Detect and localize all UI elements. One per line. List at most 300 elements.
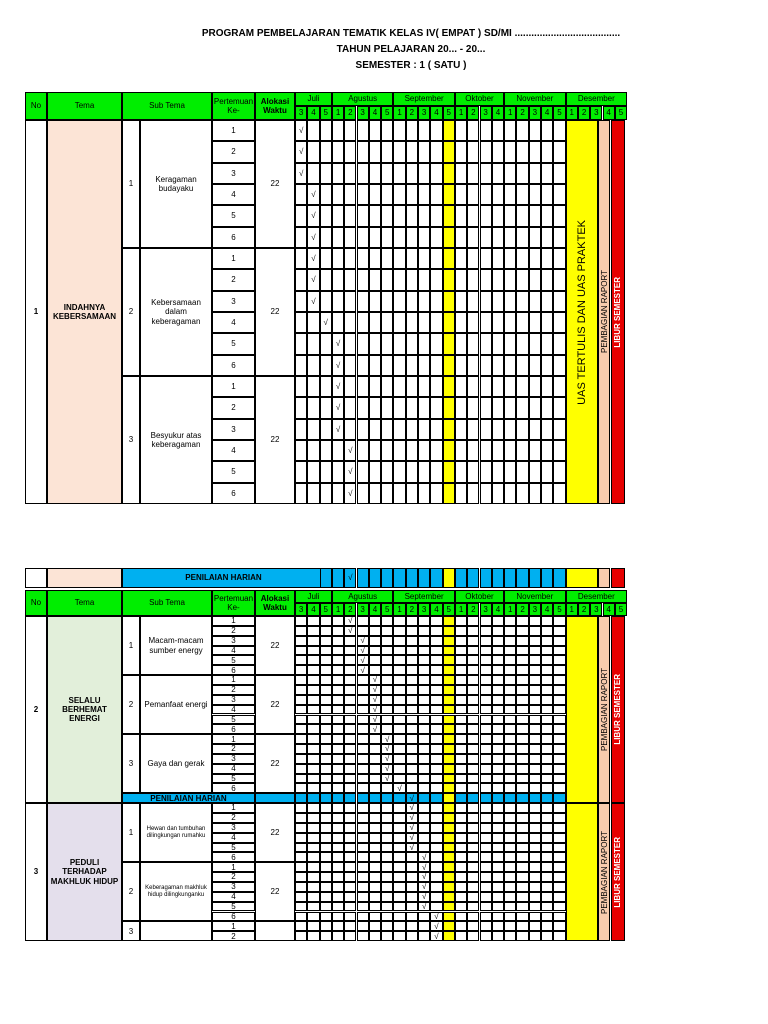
meeting-number: 2 — [212, 931, 255, 941]
week-cell — [320, 141, 332, 162]
week-cell — [381, 931, 393, 941]
week-cell — [406, 665, 418, 675]
week-cell — [344, 655, 356, 665]
week-cell — [529, 120, 541, 141]
subtheme-name — [140, 921, 212, 941]
week-cell — [480, 813, 492, 823]
week-cell — [443, 734, 455, 744]
week-cell — [369, 783, 381, 793]
week-cell — [357, 764, 369, 774]
empty-cell — [25, 568, 47, 588]
check-mark: √ — [406, 833, 418, 843]
week-cell — [393, 892, 405, 902]
week-number: 1 — [332, 603, 344, 616]
meeting-number: 1 — [212, 248, 255, 269]
week-cell — [430, 141, 442, 162]
week-cell — [430, 333, 442, 354]
week-cell — [295, 376, 307, 397]
week-cell — [516, 141, 528, 162]
week-cell — [406, 376, 418, 397]
week-cell — [357, 568, 369, 588]
week-cell — [418, 291, 430, 312]
week-cell — [553, 902, 565, 912]
week-cell — [492, 355, 504, 376]
week-cell — [467, 823, 479, 833]
week-cell — [332, 774, 344, 784]
week-cell — [516, 902, 528, 912]
week-cell — [381, 376, 393, 397]
week-cell — [529, 568, 541, 588]
week-cell — [480, 892, 492, 902]
week-cell — [332, 248, 344, 269]
week-cell — [320, 440, 332, 461]
week-cell — [430, 744, 442, 754]
week-cell — [357, 774, 369, 784]
week-cell — [369, 269, 381, 290]
week-cell — [418, 685, 430, 695]
week-cell — [357, 248, 369, 269]
week-cell — [455, 695, 467, 705]
week-cell — [320, 665, 332, 675]
week-cell — [418, 227, 430, 248]
week-cell — [295, 355, 307, 376]
week-cell — [553, 823, 565, 833]
week-cell — [307, 419, 319, 440]
week-cell — [504, 793, 516, 803]
week-cell — [480, 120, 492, 141]
week-cell — [332, 616, 344, 626]
week-cell — [467, 675, 479, 685]
week-cell — [430, 227, 442, 248]
week-cell — [480, 184, 492, 205]
week-cell — [418, 141, 430, 162]
theme-number: 1 — [25, 120, 47, 504]
week-cell — [455, 783, 467, 793]
week-cell — [541, 774, 553, 784]
week-cell — [504, 833, 516, 843]
week-cell — [393, 793, 405, 803]
week-cell — [430, 833, 442, 843]
week-cell — [443, 568, 455, 588]
week-cell — [344, 754, 356, 764]
check-mark: √ — [369, 715, 381, 725]
week-cell — [344, 862, 356, 872]
week-cell — [418, 783, 430, 793]
week-cell — [430, 636, 442, 646]
week-cell — [320, 205, 332, 226]
week-cell — [381, 355, 393, 376]
subtheme-number: 2 — [122, 675, 140, 734]
week-number: 5 — [320, 106, 332, 120]
week-cell — [480, 774, 492, 784]
week-cell — [455, 312, 467, 333]
subtheme-name: Keragaman budayaku — [140, 120, 212, 248]
week-cell — [443, 675, 455, 685]
week-cell — [430, 616, 442, 626]
week-cell — [443, 862, 455, 872]
week-cell — [504, 754, 516, 764]
week-cell — [381, 312, 393, 333]
week-cell — [344, 333, 356, 354]
week-cell — [541, 665, 553, 675]
week-cell — [455, 205, 467, 226]
week-cell — [430, 705, 442, 715]
week-cell — [541, 269, 553, 290]
week-cell — [332, 921, 344, 931]
week-cell — [443, 205, 455, 226]
week-cell — [455, 675, 467, 685]
week-cell — [357, 419, 369, 440]
week-cell — [418, 355, 430, 376]
week-cell — [357, 695, 369, 705]
week-cell — [369, 440, 381, 461]
week-cell — [295, 852, 307, 862]
week-cell — [430, 665, 442, 675]
meeting-number: 1 — [212, 376, 255, 397]
week-cell — [381, 397, 393, 418]
meeting-number: 2 — [212, 685, 255, 695]
week-cell — [480, 483, 492, 504]
week-cell — [529, 882, 541, 892]
meeting-number: 5 — [212, 774, 255, 784]
week-cell — [541, 833, 553, 843]
week-cell — [320, 862, 332, 872]
week-cell — [541, 862, 553, 872]
week-cell — [406, 695, 418, 705]
week-cell — [480, 882, 492, 892]
week-cell — [369, 419, 381, 440]
week-cell — [332, 646, 344, 656]
week-cell — [369, 376, 381, 397]
subtheme-name: Pemanfaat energi — [140, 675, 212, 734]
week-cell — [406, 461, 418, 482]
week-cell — [480, 764, 492, 774]
week-cell — [295, 813, 307, 823]
week-cell — [541, 754, 553, 764]
week-cell — [418, 912, 430, 922]
week-cell — [393, 813, 405, 823]
column-header-subtema: Sub Tema — [122, 590, 212, 616]
week-cell — [357, 355, 369, 376]
week-cell — [529, 852, 541, 862]
uas-band — [566, 616, 599, 803]
week-cell — [406, 685, 418, 695]
week-cell — [381, 695, 393, 705]
week-cell — [516, 312, 528, 333]
week-cell — [443, 724, 455, 734]
week-cell — [381, 636, 393, 646]
raport-label: PEMBAGIAN RAPORT — [599, 270, 609, 354]
week-cell — [332, 803, 344, 813]
week-cell — [455, 754, 467, 764]
week-cell — [369, 616, 381, 626]
week-cell — [516, 269, 528, 290]
week-cell — [480, 636, 492, 646]
week-cell — [357, 141, 369, 162]
week-cell — [455, 141, 467, 162]
week-cell — [455, 626, 467, 636]
week-cell — [504, 685, 516, 695]
week-cell — [480, 141, 492, 162]
week-cell — [381, 872, 393, 882]
week-cell — [553, 655, 565, 665]
check-mark: √ — [295, 120, 307, 141]
week-cell — [516, 931, 528, 941]
week-cell — [369, 461, 381, 482]
week-cell — [541, 120, 553, 141]
week-cell — [344, 912, 356, 922]
week-cell — [504, 823, 516, 833]
week-cell — [369, 248, 381, 269]
week-cell — [516, 184, 528, 205]
check-mark: √ — [430, 921, 442, 931]
week-cell — [480, 205, 492, 226]
week-cell — [529, 744, 541, 754]
week-cell — [541, 675, 553, 685]
week-cell — [357, 754, 369, 764]
week-cell — [516, 626, 528, 636]
week-cell — [504, 675, 516, 685]
libur-label: LIBUR SEMESTER — [613, 836, 623, 908]
subtheme-name: Gaya dan gerak — [140, 734, 212, 793]
week-cell — [393, 931, 405, 941]
raport-band — [598, 803, 610, 941]
week-cell — [430, 312, 442, 333]
week-cell — [406, 862, 418, 872]
subtheme-name: Keberagaman makhluk hidup dilingkunganku — [140, 862, 212, 921]
week-cell — [430, 902, 442, 912]
week-cell — [516, 616, 528, 626]
week-cell — [467, 163, 479, 184]
week-cell — [541, 636, 553, 646]
libur-band — [611, 803, 625, 941]
week-cell — [418, 764, 430, 774]
week-cell — [393, 626, 405, 636]
check-mark: √ — [344, 440, 356, 461]
week-cell — [393, 744, 405, 754]
week-cell — [357, 227, 369, 248]
week-number: 3 — [418, 106, 430, 120]
week-cell — [443, 312, 455, 333]
subtheme-name: Hewan dan tumbuhan dilingkungan rumahku — [140, 803, 212, 862]
check-mark: √ — [369, 705, 381, 715]
week-cell — [467, 665, 479, 675]
week-cell — [443, 626, 455, 636]
week-cell — [369, 872, 381, 882]
week-cell — [295, 461, 307, 482]
penilaian-harian-row: PENILAIAN HARIAN — [122, 793, 255, 803]
week-cell — [406, 754, 418, 764]
week-cell — [529, 813, 541, 823]
check-mark: √ — [357, 655, 369, 665]
week-cell — [553, 803, 565, 813]
week-number: 5 — [320, 603, 332, 616]
week-cell — [406, 163, 418, 184]
week-cell — [443, 892, 455, 902]
week-cell — [430, 793, 442, 803]
week-cell — [295, 931, 307, 941]
week-cell — [480, 783, 492, 793]
week-cell — [295, 184, 307, 205]
week-cell — [443, 616, 455, 626]
week-cell — [406, 397, 418, 418]
week-cell — [480, 724, 492, 734]
meeting-number: 1 — [212, 862, 255, 872]
week-cell — [418, 813, 430, 823]
week-cell — [332, 783, 344, 793]
check-mark: √ — [307, 184, 319, 205]
week-cell — [443, 646, 455, 656]
week-cell — [541, 355, 553, 376]
week-cell — [529, 843, 541, 853]
week-cell — [455, 833, 467, 843]
week-cell — [418, 695, 430, 705]
check-mark: √ — [369, 685, 381, 695]
week-cell — [295, 665, 307, 675]
week-cell — [541, 734, 553, 744]
week-cell — [369, 833, 381, 843]
week-cell — [320, 734, 332, 744]
week-cell — [467, 120, 479, 141]
week-cell — [443, 774, 455, 784]
week-cell — [332, 764, 344, 774]
week-cell — [492, 685, 504, 695]
week-cell — [492, 636, 504, 646]
uas-label: UAS TERTULIS DAN UAS PRAKTEK — [575, 219, 588, 405]
week-cell — [393, 120, 405, 141]
week-cell — [443, 483, 455, 504]
month-header: Agustus — [332, 590, 394, 603]
week-cell — [467, 646, 479, 656]
week-cell — [480, 685, 492, 695]
week-cell — [553, 931, 565, 941]
week-cell — [393, 675, 405, 685]
week-cell — [443, 227, 455, 248]
week-cell — [320, 803, 332, 813]
week-cell — [369, 312, 381, 333]
week-cell — [320, 685, 332, 695]
week-cell — [443, 248, 455, 269]
check-mark: √ — [406, 843, 418, 853]
week-cell — [418, 163, 430, 184]
column-header-no: No — [25, 590, 47, 616]
uas-band — [566, 568, 599, 588]
week-cell — [295, 744, 307, 754]
week-cell — [443, 902, 455, 912]
week-cell — [504, 734, 516, 744]
week-cell — [455, 440, 467, 461]
week-cell — [443, 783, 455, 793]
week-cell — [430, 269, 442, 290]
subtheme-number: 1 — [122, 803, 140, 862]
week-cell — [492, 419, 504, 440]
week-cell — [418, 636, 430, 646]
week-cell — [492, 774, 504, 784]
week-cell — [295, 675, 307, 685]
week-cell — [529, 205, 541, 226]
week-cell — [516, 685, 528, 695]
week-cell — [480, 616, 492, 626]
week-cell — [467, 141, 479, 162]
week-cell — [480, 803, 492, 813]
week-cell — [541, 744, 553, 754]
week-cell — [443, 705, 455, 715]
week-cell — [529, 902, 541, 912]
week-cell — [295, 823, 307, 833]
week-cell — [381, 724, 393, 734]
week-cell — [553, 461, 565, 482]
week-cell — [504, 724, 516, 734]
week-cell — [492, 724, 504, 734]
week-cell — [393, 141, 405, 162]
week-cell — [553, 715, 565, 725]
week-cell — [480, 715, 492, 725]
week-cell — [320, 333, 332, 354]
week-cell — [418, 793, 430, 803]
week-cell — [492, 843, 504, 853]
week-cell — [516, 734, 528, 744]
week-cell — [344, 646, 356, 656]
week-cell — [307, 655, 319, 665]
meeting-number: 4 — [212, 312, 255, 333]
week-cell — [393, 774, 405, 784]
check-mark: √ — [307, 227, 319, 248]
check-mark: √ — [307, 269, 319, 290]
week-cell — [467, 902, 479, 912]
week-cell — [443, 355, 455, 376]
week-cell — [455, 774, 467, 784]
week-cell — [295, 833, 307, 843]
week-cell — [553, 705, 565, 715]
week-cell — [430, 163, 442, 184]
week-cell — [504, 568, 516, 588]
week-cell — [406, 902, 418, 912]
week-cell — [332, 754, 344, 764]
week-cell — [381, 675, 393, 685]
week-cell — [307, 843, 319, 853]
week-number: 4 — [430, 106, 442, 120]
week-cell — [332, 843, 344, 853]
check-mark: √ — [381, 744, 393, 754]
week-cell — [381, 248, 393, 269]
check-mark: √ — [332, 397, 344, 418]
week-cell — [553, 616, 565, 626]
week-cell — [553, 744, 565, 754]
week-cell — [553, 376, 565, 397]
week-cell — [553, 483, 565, 504]
week-cell — [332, 724, 344, 734]
week-cell — [393, 248, 405, 269]
week-cell — [492, 783, 504, 793]
meeting-number: 3 — [212, 823, 255, 833]
week-cell — [406, 705, 418, 715]
document-header — [0, 26, 768, 74]
week-number: 1 — [393, 603, 405, 616]
week-cell — [516, 803, 528, 813]
week-cell — [357, 833, 369, 843]
week-cell — [492, 921, 504, 931]
week-cell — [344, 636, 356, 646]
week-cell — [418, 376, 430, 397]
week-cell — [295, 902, 307, 912]
week-number: 3 — [529, 603, 541, 616]
month-header: November — [504, 590, 566, 603]
week-cell — [541, 843, 553, 853]
week-cell — [504, 744, 516, 754]
week-cell — [553, 397, 565, 418]
week-cell — [443, 120, 455, 141]
month-header: Agustus — [332, 92, 394, 106]
